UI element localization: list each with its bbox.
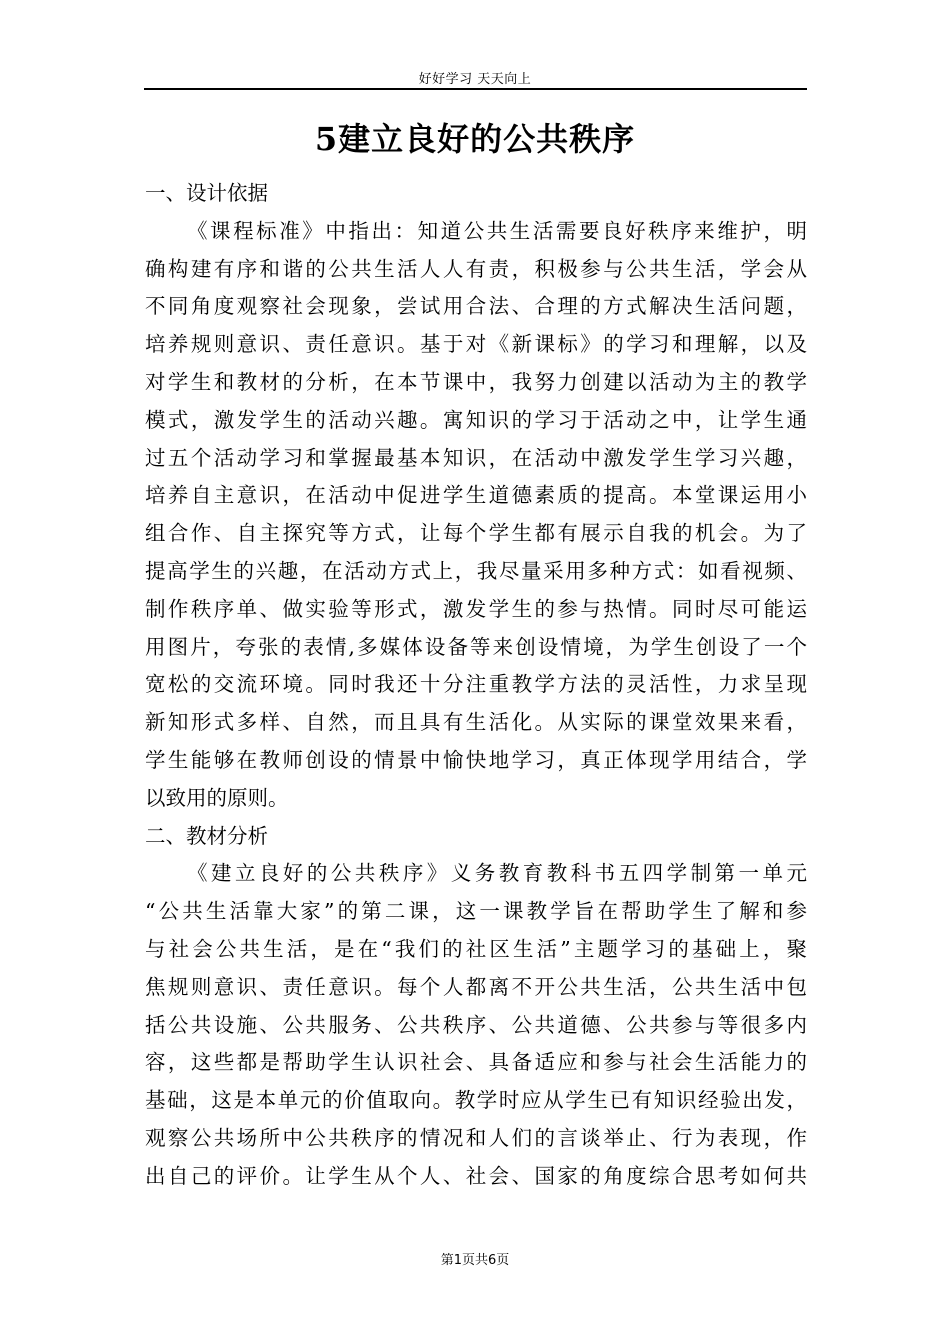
paragraph-line: 观察公共场所中公共秩序的情况和人们的言谈举止、行为表现，作 bbox=[145, 1125, 807, 1150]
paragraph-line: 组合作、自主探究等方式，让每个学生都有展示自我的机会。为了 bbox=[145, 521, 807, 546]
paragraph-line: 提高学生的兴趣，在活动方式上，我尽量采用多种方式：如看视频、 bbox=[145, 558, 807, 583]
paragraph-line: 基础，这是本单元的价值取向。教学时应从学生已有知识经验出发， bbox=[145, 1088, 807, 1113]
section-heading-design-basis: 一、设计依据 bbox=[145, 181, 268, 205]
paragraph-line: 焦规则意识、责任意识。每个人都离不开公共生活，公共生活中包 bbox=[145, 974, 807, 999]
paragraph-line: 确构建有序和谐的公共生活人人有责，积极参与公共生活，学会从 bbox=[145, 256, 807, 281]
document-title: 5建立良好的公共秩序 bbox=[314, 120, 636, 158]
paragraph-line: 括公共设施、公共服务、公共秩序、公共道德、公共参与等很多内 bbox=[145, 1012, 807, 1037]
paragraph-line: 模式，激发学生的活动兴趣。寓知识的学习于活动之中，让学生通 bbox=[145, 407, 807, 432]
paragraph-line: 不同角度观察社会现象，尝试用合法、合理的方式解决生活问题， bbox=[145, 294, 807, 319]
section-heading-textbook-analysis: 二、教材分析 bbox=[145, 823, 268, 848]
paragraph-line: 新知形式多样、自然，而且具有生活化。从实际的课堂效果来看， bbox=[145, 710, 807, 735]
paragraph-line: 出自己的评价。让学生从个人、社会、国家的角度综合思考如何共 bbox=[145, 1163, 807, 1188]
paragraph-line: 制作秩序单、做实验等形式，激发学生的参与热情。同时尽可能运 bbox=[145, 596, 807, 621]
paragraph-line: 学生能够在教师创设的情景中愉快地学习，真正体现学用结合，学 bbox=[145, 747, 807, 772]
paragraph-line: 培养自主意识，在活动中促进学生道德素质的提高。本堂课运用小 bbox=[145, 483, 807, 508]
page-footer: 第1页共6页 bbox=[440, 1253, 510, 1268]
document-body bbox=[145, 175, 807, 1196]
paragraph-line: 容，这些都是帮助学生认识社会、具备适应和参与社会生活能力的 bbox=[145, 1050, 807, 1075]
paragraph-line: 《课程标准》中指出：知道公共生活需要良好秩序来维护，明 bbox=[187, 218, 807, 243]
paragraph-line: 过五个活动学习和掌握最基本知识，在活动中激发学生学习兴趣， bbox=[145, 445, 807, 470]
paragraph-line: 与社会公共生活，是在“我们的社区生活”主题学习的基础上，聚 bbox=[145, 936, 807, 961]
paragraph-line: 以致用的原则。 bbox=[145, 785, 289, 810]
paragraph-line: 宽松的交流环境。同时我还十分注重教学方法的灵活性，力求呈现 bbox=[145, 672, 807, 697]
paragraph-line: 用图片，夸张的表情,多媒体设备等来创设情境，为学生创设了一个 bbox=[145, 634, 807, 659]
page-header: 好好学习 天天向上 bbox=[418, 72, 532, 87]
paragraph-line: 培养规则意识、责任意识。基于对《新课标》的学习和理解，以及 bbox=[145, 332, 807, 357]
paragraph-line: 对学生和教材的分析，在本节课中，我努力创建以活动为主的教学 bbox=[145, 369, 807, 394]
header-divider bbox=[144, 88, 807, 90]
paragraph-line: “公共生活靠大家”的第二课，这一课教学旨在帮助学生了解和参 bbox=[145, 899, 807, 924]
paragraph-line: 《建立良好的公共秩序》义务教育教科书五四学制第一单元 bbox=[187, 861, 807, 886]
